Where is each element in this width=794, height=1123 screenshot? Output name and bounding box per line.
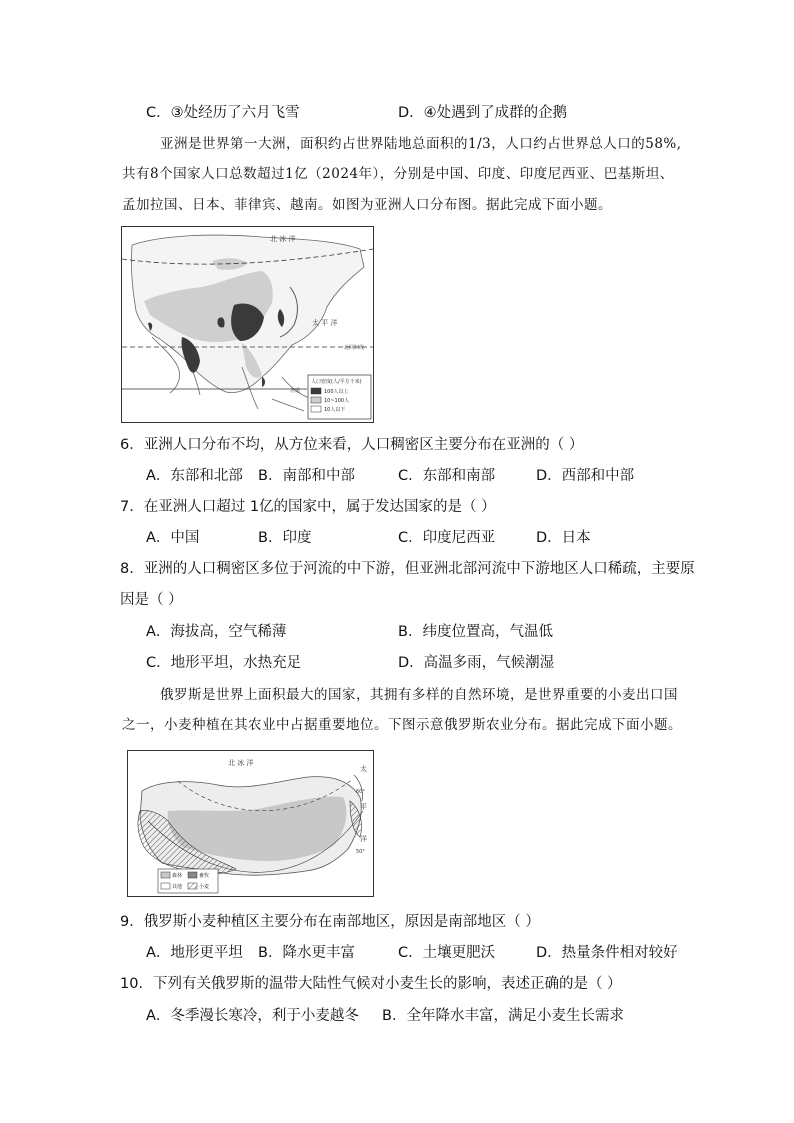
q8-option-d: D．高温多雨，气候潮湿: [398, 655, 555, 671]
legend-swatch-dense: [311, 388, 321, 394]
q9-option-b: B．降水更丰富: [258, 945, 355, 961]
legend-item-wheat: 小麦: [199, 884, 210, 890]
russia-agriculture-map: [127, 750, 374, 897]
asia-intro-line-1: 亚洲是世界第一大洲，面积约占世界陆地总面积的1/3，人口约占世界总人口的58%,: [160, 136, 682, 152]
q9-option-c: C．土壤更肥沃: [398, 945, 496, 961]
q9-stem: 9．俄罗斯小麦种植区主要分布在南部地区，原因是南部地区（ ）: [120, 914, 540, 930]
q8-option-b: B．纬度位置高，气温低: [398, 624, 553, 640]
russia-map-lat-60: 60°: [356, 789, 365, 795]
legend-item-medium: 10~100人: [324, 398, 350, 404]
q9-option-d: D．热量条件相对较好: [536, 945, 678, 961]
asia-map-graphic: [122, 227, 373, 422]
q6-option-c: C．东部和南部: [398, 468, 496, 484]
q5-option-c: C．③处经历了六月飞雪: [146, 105, 300, 121]
russia-intro-line-2: 之一，小麦种植在其农业中占据重要地位。下图示意俄罗斯农业分布。据此完成下面小题。: [122, 717, 682, 733]
legend-item-sparse: 10人以下: [324, 407, 346, 413]
q7-option-a: A．中国: [146, 530, 200, 546]
q6-option-b: B．南部和中部: [258, 468, 355, 484]
q7-option-b: B．印度: [258, 530, 312, 546]
russia-intro-line-1: 俄罗斯是世界上面积最大的国家，其拥有多样的自然环境，是世界重要的小麦出口国: [160, 687, 678, 703]
q6-stem: 6．亚洲人口分布不均，从方位来看，人口稠密区主要分布在亚洲的（ ）: [120, 437, 584, 453]
asia-map-equator-label: 赤道: [290, 388, 301, 394]
q10-option-a: A．冬季漫长寒冷，利于小麦越冬: [146, 1008, 359, 1024]
russia-map-pacific-char-2: 平: [360, 803, 367, 811]
asia-population-map: [121, 226, 374, 423]
q8-option-c: C．地形平坦，水热充足: [146, 655, 302, 671]
q7-option-c: C．印度尼西亚: [398, 530, 496, 546]
q8-option-a: A．海拔高，空气稀薄: [146, 624, 287, 640]
asia-map-tropic-label: 北回归线: [344, 345, 365, 351]
q5-option-d: D．④处遇到了成群的企鹅: [398, 105, 568, 121]
legend-swatch-sparse: [311, 406, 321, 412]
q9-option-a: A．地形更平坦: [146, 945, 243, 961]
russia-map-arctic-label: 北 冰 洋: [228, 759, 254, 767]
legend-swatch-wheat: [188, 883, 197, 889]
asia-map-arctic-label: 北 冰 洋: [270, 235, 296, 243]
legend-item-forest: 森林: [172, 873, 183, 879]
asia-intro-line-2: 共有8个国家人口总数超过1亿（2024年），分别是中国、印度、印度尼西亚、巴基斯坦、: [122, 166, 674, 182]
legend-item-dense: 100人以上: [324, 389, 349, 395]
legend-item-other: 其他: [172, 884, 183, 890]
legend-swatch-forest: [161, 872, 170, 878]
q8-stem-line-2: 因是（ ）: [120, 592, 183, 608]
legend-item-pasture: 畜牧: [199, 873, 210, 879]
legend-swatch-medium: [311, 397, 321, 403]
q10-stem: 10．下列有关俄罗斯的温带大陆性气候对小麦生长的影响，表述正确的是（ ）: [120, 976, 622, 992]
asia-map-legend: [308, 375, 371, 419]
q7-stem: 7．在亚洲人口超过 1亿的国家中，属于发达国家的是（ ）: [120, 499, 496, 515]
legend-swatch-pasture: [188, 872, 197, 878]
legend-swatch-other: [161, 883, 170, 889]
russia-map-graphic: [128, 751, 373, 896]
q6-option-a: A．东部和北部: [146, 468, 243, 484]
russia-map-pacific-char-1: 太: [360, 765, 367, 773]
q10-option-b: B．全年降水丰富，满足小麦生长需求: [382, 1008, 624, 1024]
asia-intro-line-3: 孟加拉国、日本、菲律宾、越南。如图为亚洲人口分布图。据此完成下面小题。: [122, 197, 612, 213]
asia-map-pacific-label: 太 平 洋: [312, 319, 338, 327]
russia-map-lat-50: 50°: [356, 849, 365, 855]
q8-stem-line-1: 8．亚洲的人口稠密区多位于河流的中下游，但亚洲北部河流中下游地区人口稀疏，主要原: [120, 561, 695, 577]
russia-map-pacific-char-3: 洋: [360, 835, 367, 843]
q7-option-d: D．日本: [536, 530, 591, 546]
legend-title: 人口密度(人/平方千米): [311, 379, 362, 385]
russia-map-legend: [158, 869, 218, 893]
q6-option-d: D．西部和中部: [536, 468, 635, 484]
